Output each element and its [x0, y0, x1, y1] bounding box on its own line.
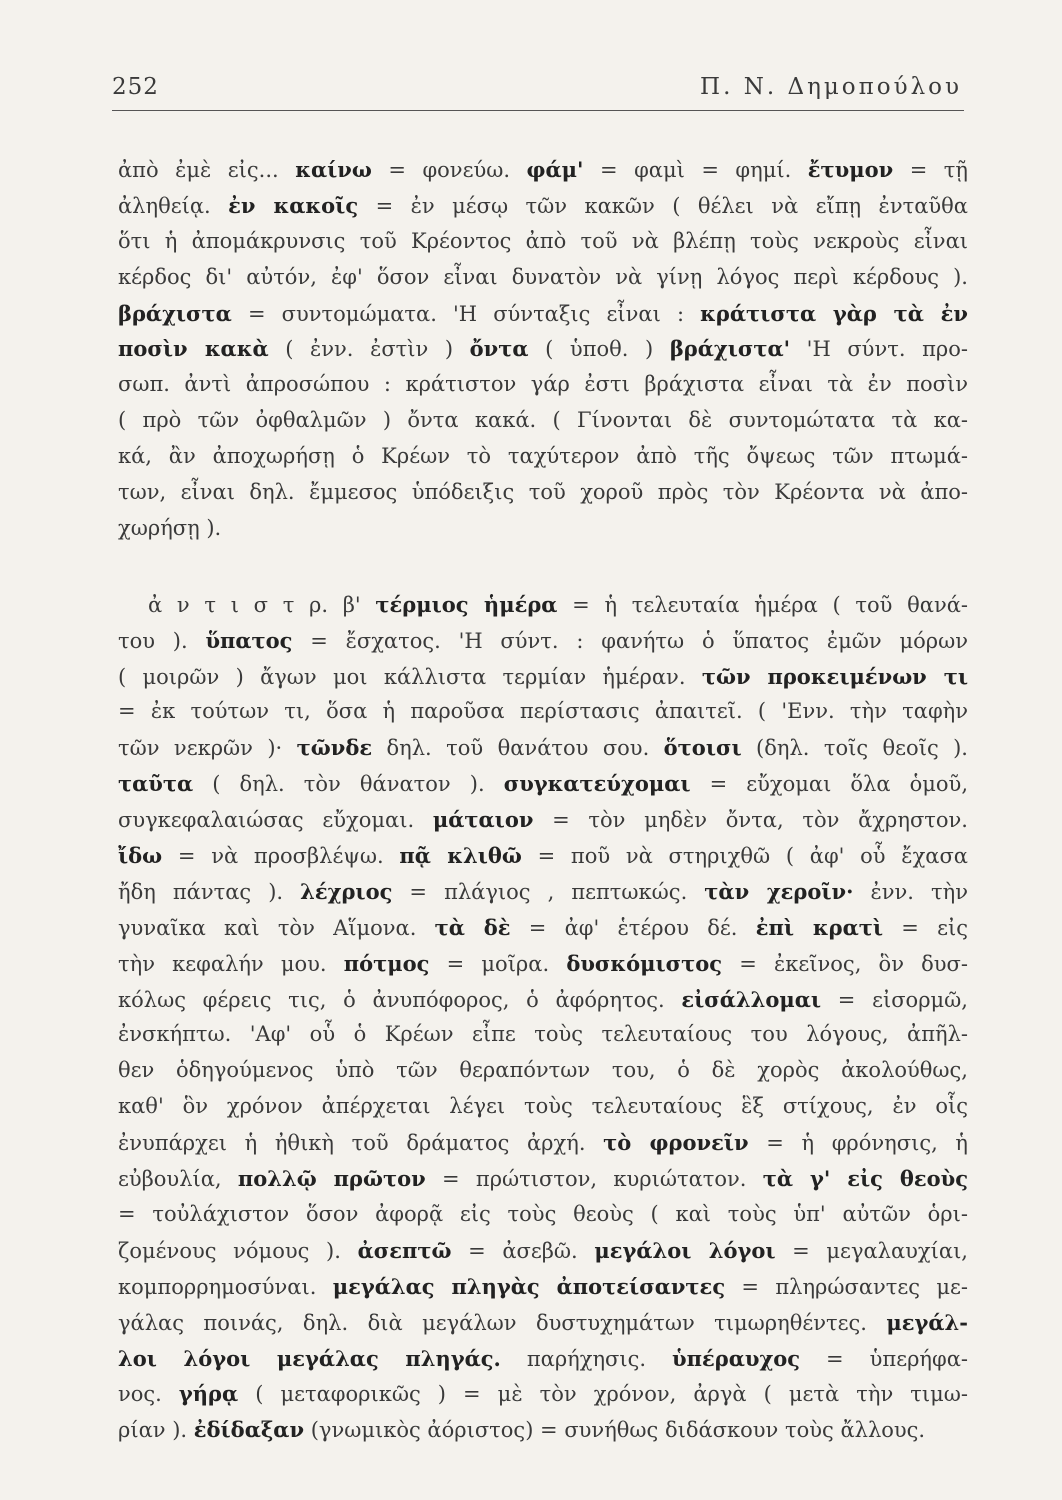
gloss-text: εὐβουλία, — [118, 1167, 238, 1192]
gloss-text: ἀπὸ ἐμὲ εἰς... — [118, 158, 296, 182]
text-line — [118, 587, 968, 623]
text-line — [118, 730, 968, 766]
page-header — [112, 68, 962, 108]
lemma-term: κράτιστα γὰρ τὰ ἐν — [700, 300, 968, 326]
text-line — [118, 766, 968, 802]
lemma-term: ἐν κακοῖς — [228, 192, 359, 218]
lemma-term: καίνω — [295, 157, 372, 182]
text-line — [118, 1233, 968, 1269]
gloss-text: = ἐκ τούτων τι, ὅσα ἡ παροῦσα περίστασις ἀπαιτεῖ. ( 'Ενν. τὴν ταφὴν — [118, 699, 968, 724]
lemma-term: συγκατεύχομαι — [503, 771, 691, 797]
gloss-text: = μοῖρα. — [429, 951, 567, 976]
lemma-term: πότμος — [343, 950, 430, 976]
lemma-term: πολλῷ πρῶτον — [237, 1166, 426, 1192]
gloss-text: = πληρώσαντες με- — [725, 1274, 968, 1299]
gloss-text: = εὔχομαι ὅλα ὁμοῦ, — [690, 772, 968, 797]
gloss-text: γυναῖκα καὶ τὸν Αἵμονα. — [118, 915, 435, 940]
gloss-text: = νὰ προσβλέψω. — [162, 844, 400, 869]
text-line — [118, 659, 968, 695]
lemma-term: λέχριος — [300, 878, 393, 904]
lemma-term: ἀσεπτῶ — [357, 1237, 452, 1263]
text-line — [118, 1412, 968, 1448]
text-line — [118, 694, 968, 730]
text-line — [118, 1269, 968, 1305]
lemma-term: ὑπέραυχος — [672, 1345, 801, 1371]
text-line — [118, 1089, 968, 1125]
text-line — [118, 260, 968, 296]
gloss-text: ἐνν. τὴν — [853, 879, 968, 904]
gloss-text: ὅτι ἡ ἀπομάκρυνσις τοῦ Κρέοντος ἀπὸ τοῦ νὰ βλέπῃ τοὺς νεκροὺς εἶναι — [118, 228, 968, 253]
gloss-text: ζομένους νόμους ). — [118, 1238, 358, 1263]
lemma-term: μεγάλας πληγὰς ἀποτείσαντες — [332, 1273, 726, 1299]
text-line — [118, 1305, 968, 1341]
text-line — [118, 475, 968, 511]
text-line — [118, 1053, 968, 1089]
gloss-text: παρήχησις. — [500, 1346, 673, 1371]
gloss-text: δηλ. τοῦ θανάτου σου. — [372, 736, 664, 761]
gloss-text: ἀ ν τ ι σ τ ρ. β' — [148, 592, 376, 617]
lemma-term: εἰσάλλομαι — [681, 986, 822, 1012]
lemma-term: δυσκόμιστος — [566, 950, 723, 976]
lemma-term: τὸ φρονεῖν — [603, 1130, 749, 1156]
gloss-text: ( ἐνν. ἐστὶν ) — [268, 337, 470, 362]
gloss-text: = εἰσορμῶ, — [821, 987, 968, 1012]
text-line — [118, 188, 968, 224]
gloss-text: των, εἶναι δηλ. ἔμμεσος ὑπόδειξις τοῦ χοροῦ πρὸς τὸν Κρέοντα νὰ ἀπο- — [118, 480, 968, 505]
gloss-text: του ). — [118, 628, 206, 653]
gloss-text: ἤδη πάντας ). — [118, 879, 301, 904]
gloss-text: ρίαν ). — [118, 1418, 194, 1443]
text-line — [118, 1161, 968, 1197]
gloss-text: (γνωμικὸς ἀόριστος) = συνήθως διδάσκουν τοὺς ἄλλους. — [304, 1418, 926, 1443]
gloss-text: = ἡ φρόνησις, ἡ — [748, 1131, 968, 1156]
text-line — [118, 838, 968, 874]
gloss-text: = ὑπερήφα- — [800, 1346, 968, 1371]
lemma-term: ποσὶν κακὰ — [118, 336, 269, 362]
gloss-text: = τοὐλάχιστον ὅσον ἀφορᾷ εἰς τοὺς θεοὺς ( καὶ τοὺς ὑπ' αὐτῶν ὁρι- — [118, 1201, 968, 1226]
text-line — [118, 910, 968, 946]
text-line — [118, 224, 968, 260]
text-line — [118, 982, 968, 1018]
gloss-text: νος. — [118, 1382, 179, 1407]
lemma-term: ταῦτα — [118, 771, 194, 797]
text-line — [118, 623, 968, 659]
gloss-text: κέρδος δι' αὐτόν, ἐφ' ὅσον εἶναι δυνατὸν νὰ γίνῃ λόγος περὶ κέρδους ). — [118, 264, 968, 289]
gloss-text: = τὸν μηδὲν ὄντα, τὸν ἄχρηστον. — [533, 808, 968, 833]
lemma-term: ὕπατος — [205, 627, 293, 653]
text-line — [118, 1341, 968, 1377]
gloss-text: καθ' ὃν χρόνον ἀπέρχεται λέγει τοὺς τελευταίους ἓξ στίχους, ἐν οἷς — [118, 1094, 968, 1119]
text-line — [118, 403, 968, 439]
paragraph-gap — [118, 547, 968, 587]
text-line — [118, 439, 968, 475]
text-line — [118, 296, 968, 332]
gloss-text: = φονεύω. — [371, 158, 527, 182]
text-line — [118, 1125, 968, 1161]
gloss-text: = ποῦ νὰ στηριχθῶ ( ἀφ' οὗ ἔχασα — [521, 844, 968, 869]
gloss-text: = πρώτιστον, κυριώτατον. — [425, 1167, 763, 1192]
lemma-term: τῶνδε — [296, 735, 373, 761]
gloss-text: = πλάγιος , πεπτωκώς. — [392, 879, 705, 904]
lemma-term: βράχιστα' — [669, 336, 791, 362]
gloss-text: ( μοιρῶν ) ἄγων μοι κάλλιστα τερμίαν ἡμέραν. — [118, 664, 702, 689]
text-line — [118, 874, 968, 910]
gloss-text: ἐνυπάρχει ἡ ἠθικὴ τοῦ δράματος ἀρχή. — [118, 1131, 604, 1156]
lemma-term: μεγάλοι λόγοι — [594, 1237, 776, 1263]
gloss-text: ( μεταφορικῶς ) = μὲ τὸν χρόνον, ἀργὰ ( μετὰ τὴν τιμω- — [238, 1382, 968, 1407]
lemma-term: ἔτυμον — [807, 157, 894, 182]
gloss-text: = συντομώματα. 'Η σύνταξις εἶναι : — [231, 301, 701, 326]
lemma-term: τέρμιος ἡμέρα — [375, 591, 558, 617]
gloss-text: κά, ἂν ἀποχωρήσῃ ὁ Κρέων τὸ ταχύτερον ἀπὸ τῆς ὄψεως τῶν πτωμά- — [118, 444, 968, 469]
lemma-term: ἴδω — [118, 843, 163, 869]
lemma-term: γήρᾳ — [178, 1381, 239, 1407]
paragraph-commentary-strophe — [118, 152, 968, 547]
gloss-text: ( πρὸ τῶν ὀφθαλμῶν ) ὄντα κακά. ( Γίνονται δὲ συντομώτατα τὰ κα- — [118, 408, 968, 433]
gloss-text: ἐνσκήπτω. 'Αφ' οὗ ὁ Κρέων εἶπε τοὺς τελευταίους του λόγους, ἀπῆλ- — [118, 1022, 968, 1047]
gloss-text: = μεγαλαυχίαι, — [775, 1238, 968, 1263]
lemma-term: βράχιστα — [118, 300, 232, 326]
text-line — [118, 152, 968, 188]
text-line — [118, 946, 968, 982]
lemma-term: ὄντα — [469, 336, 529, 362]
lemma-term: μάταιον — [432, 807, 534, 833]
lemma-term: τῶν προκειμένων τι — [701, 663, 968, 689]
gloss-text: = ἡ τελευταία ἡμέρα ( τοῦ θανά- — [557, 592, 968, 617]
gloss-text: (δηλ. τοῖς θεοῖς ). — [741, 736, 968, 761]
text-line — [118, 1017, 968, 1053]
gloss-text: = ἀφ' ἑτέρου δέ. — [510, 915, 756, 940]
lemma-term: τὰ γ' εἰς θεοὺς — [762, 1166, 968, 1192]
gloss-text: = εἰς — [883, 915, 968, 940]
gloss-text: θεν ὁδηγούμενος ὑπὸ τῶν θεραπόντων του, ὁ δὲ χορὸς ἀκολούθως, — [118, 1058, 968, 1083]
lemma-term: ὅτοισι — [663, 735, 742, 761]
lemma-term: ἐπὶ κρατὶ — [755, 914, 884, 940]
gloss-text: τὴν κεφαλήν μου. — [118, 951, 344, 976]
text-line — [118, 331, 968, 367]
lemma-term: μεγάλ- — [886, 1309, 968, 1335]
gloss-text: κομπορρημοσύναι. — [118, 1274, 333, 1299]
text-line — [118, 511, 968, 547]
gloss-text: = ἔσχατος. 'Η σύντ. : φανήτω ὁ ὕπατος ἐμῶν μόρων — [292, 628, 968, 653]
lemma-term: λοι λόγοι μεγάλας πληγάς. — [118, 1345, 501, 1371]
text-line — [118, 1197, 968, 1233]
gloss-text: = ἐκεῖνος, ὃν δυσ- — [722, 951, 968, 976]
gloss-text: = φαμὶ = φημί. — [583, 158, 808, 182]
lemma-term: τὰ δὲ — [434, 914, 511, 940]
gloss-text: σωπ. ἀντὶ ἀπροσώπου : κράτιστον γάρ ἐστι βράχιστα εἶναι τὰ ἐν ποσὶν — [118, 372, 968, 397]
gloss-text: = τῇ — [893, 158, 968, 182]
lemma-term: τὰν χεροῖν· — [704, 878, 854, 904]
paragraph-commentary-antistrophe — [118, 587, 968, 1448]
running-head: Π. Ν. Δημοπούλου — [700, 74, 962, 100]
lemma-term: φάμ' — [526, 157, 584, 182]
lemma-term: ἐδίδαξαν — [193, 1417, 305, 1443]
gloss-text: ( ὑποθ. ) — [528, 337, 670, 362]
page-number: 252 — [112, 74, 159, 100]
gloss-text: κόλως φέρεις τις, ὁ ἀνυπόφορος, ὁ ἀφόρητος. — [118, 987, 682, 1012]
gloss-text: χωρήσῃ ). — [118, 515, 222, 540]
gloss-text: συγκεφαλαιώσας εὔχομαι. — [118, 808, 433, 833]
text-line — [118, 802, 968, 838]
gloss-text: τῶν νεκρῶν )· — [118, 736, 297, 761]
gloss-text: = ἐν μέσῳ τῶν κακῶν ( θέλει νὰ εἴπῃ ἐνταῦθα — [358, 193, 968, 218]
text-line — [118, 1376, 968, 1412]
header-rule — [112, 110, 964, 111]
body-text — [118, 152, 968, 1448]
gloss-text: ( δηλ. τὸν θάνατον ). — [193, 772, 504, 797]
gloss-text: γάλας ποινάς, δηλ. διὰ μεγάλων δυστυχημάτων τιμωρηθέντες. — [118, 1310, 887, 1335]
gloss-text: ἀληθείᾳ. — [118, 193, 229, 218]
gloss-text: = ἀσεβῶ. — [451, 1238, 595, 1263]
gloss-text: 'Η σύντ. προ- — [790, 337, 968, 362]
lemma-term: πᾷ κλιθῶ — [399, 843, 522, 869]
text-line — [118, 367, 968, 403]
